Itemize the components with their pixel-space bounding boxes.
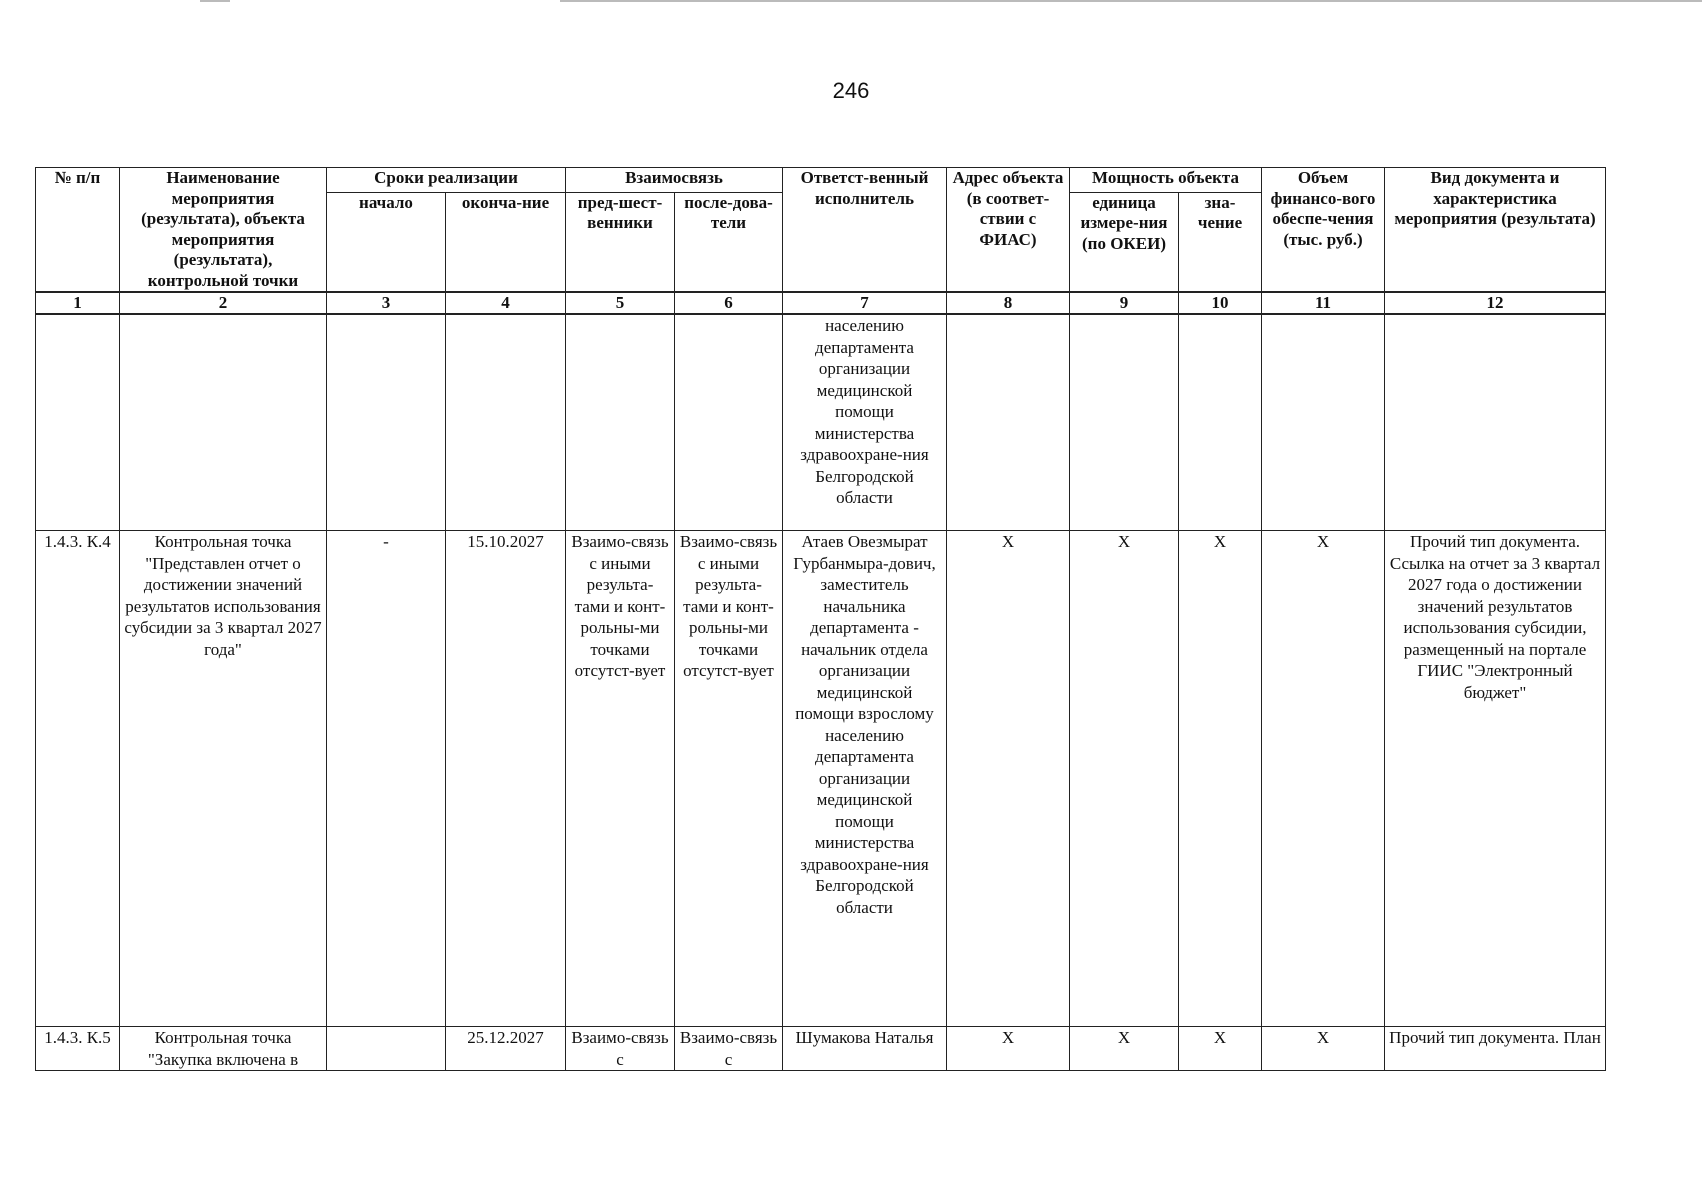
cell-address: X <box>947 531 1070 1027</box>
cell-start: - <box>327 531 446 1027</box>
cell-unit: X <box>1070 531 1179 1027</box>
cell-num: 1.4.3. К.4 <box>36 531 120 1027</box>
cell-successors <box>675 314 783 531</box>
cell-document: Прочий тип документа. План <box>1385 1027 1606 1071</box>
cell-successors: Взаимо-связь с иными результа-тами и конт-рольны-ми точками отсутст-вует <box>675 531 783 1027</box>
cell-value: X <box>1179 1027 1262 1071</box>
header-responsible: Ответст-венный исполнитель <box>783 168 947 293</box>
table-row-continuation <box>36 314 1606 531</box>
header-terms-group: Сроки реализации <box>327 168 566 193</box>
cell-finance: X <box>1262 1027 1385 1071</box>
cell-value <box>1179 314 1262 531</box>
col-number: 2 <box>120 292 327 314</box>
cell-responsible: Атаев Овезмырат Гурбанмыра-дович, заместитель начальника департамента - начальник отдела организации медицинской помощи взрослому населению департамента организации медицинской помощи министерства здравоохране-ния Белгородской области <box>783 531 947 1027</box>
col-number: 1 <box>36 292 120 314</box>
cell-finance: X <box>1262 531 1385 1027</box>
col-number: 5 <box>566 292 675 314</box>
scan-artifact-line <box>200 0 230 2</box>
cell-successors: Взаимо-связь с <box>675 1027 783 1071</box>
header-capacity-group: Мощность объекта <box>1070 168 1262 193</box>
cell-name: Контрольная точка "Представлен отчет о достижении значений результатов использования субсидии за 3 квартал 2027 года" <box>120 531 327 1027</box>
header-unit: единица измере-ния (по ОКЕИ) <box>1070 192 1179 292</box>
page-number: 246 <box>832 78 870 103</box>
col-number: 3 <box>327 292 446 314</box>
header-end: оконча-ние <box>446 192 566 292</box>
cell-unit <box>1070 314 1179 531</box>
cell-value: X <box>1179 531 1262 1027</box>
cell-document <box>1385 314 1606 531</box>
header-address: Адрес объекта (в соответ-ствии с ФИАС) <box>947 168 1070 293</box>
cell-num <box>36 314 120 531</box>
col-number: 6 <box>675 292 783 314</box>
col-number: 10 <box>1179 292 1262 314</box>
col-number: 4 <box>446 292 566 314</box>
cell-name: Контрольная точка "Закупка включена в <box>120 1027 327 1071</box>
cell-num: 1.4.3. К.5 <box>36 1027 120 1071</box>
cell-end <box>446 314 566 531</box>
cell-end: 15.10.2027 <box>446 531 566 1027</box>
cell-predecessors: Взаимо-связь с иными результа-тами и конт-рольны-ми точками отсутст-вует <box>566 531 675 1027</box>
cell-finance <box>1262 314 1385 531</box>
col-number: 9 <box>1070 292 1179 314</box>
cell-name <box>120 314 327 531</box>
cell-predecessors: Взаимо-связь с <box>566 1027 675 1071</box>
header-num: № п/п <box>36 168 120 293</box>
table-row-k4 <box>36 531 1606 1027</box>
header-predecessors: пред-шест-венники <box>566 192 675 292</box>
cell-document: Прочий тип документа. Ссылка на отчет за 3 квартал 2027 года о достижении значений результатов использования субсидии, размещенный на портале ГИИС "Электронный бюджет" <box>1385 531 1606 1027</box>
cell-start <box>327 1027 446 1071</box>
scan-artifact-line <box>560 0 1702 2</box>
col-number: 12 <box>1385 292 1606 314</box>
table-row-k5 <box>36 1027 1606 1071</box>
header-value: зна-чение <box>1179 192 1262 292</box>
cell-responsible: Шумакова Наталья <box>783 1027 947 1071</box>
header-start: начало <box>327 192 446 292</box>
header-link-group: Взаимосвязь <box>566 168 783 193</box>
col-number: 8 <box>947 292 1070 314</box>
cell-responsible: населению департамента организации медицинской помощи министерства здравоохране-ния Белгородской области <box>783 314 947 531</box>
cell-start <box>327 314 446 531</box>
header-successors: после-дова-тели <box>675 192 783 292</box>
plan-table <box>35 167 1606 1071</box>
cell-end: 25.12.2027 <box>446 1027 566 1071</box>
cell-address: X <box>947 1027 1070 1071</box>
cell-predecessors <box>566 314 675 531</box>
header-name: Наименование мероприятия (результата), объекта мероприятия (результата), контрольной точки <box>120 168 327 293</box>
cell-unit: X <box>1070 1027 1179 1071</box>
header-document: Вид документа и характеристика мероприятия (результата) <box>1385 168 1606 293</box>
col-number: 7 <box>783 292 947 314</box>
col-number: 11 <box>1262 292 1385 314</box>
header-finance: Объем финансо-вого обеспе-чения (тыс. руб.) <box>1262 168 1385 293</box>
cell-address <box>947 314 1070 531</box>
